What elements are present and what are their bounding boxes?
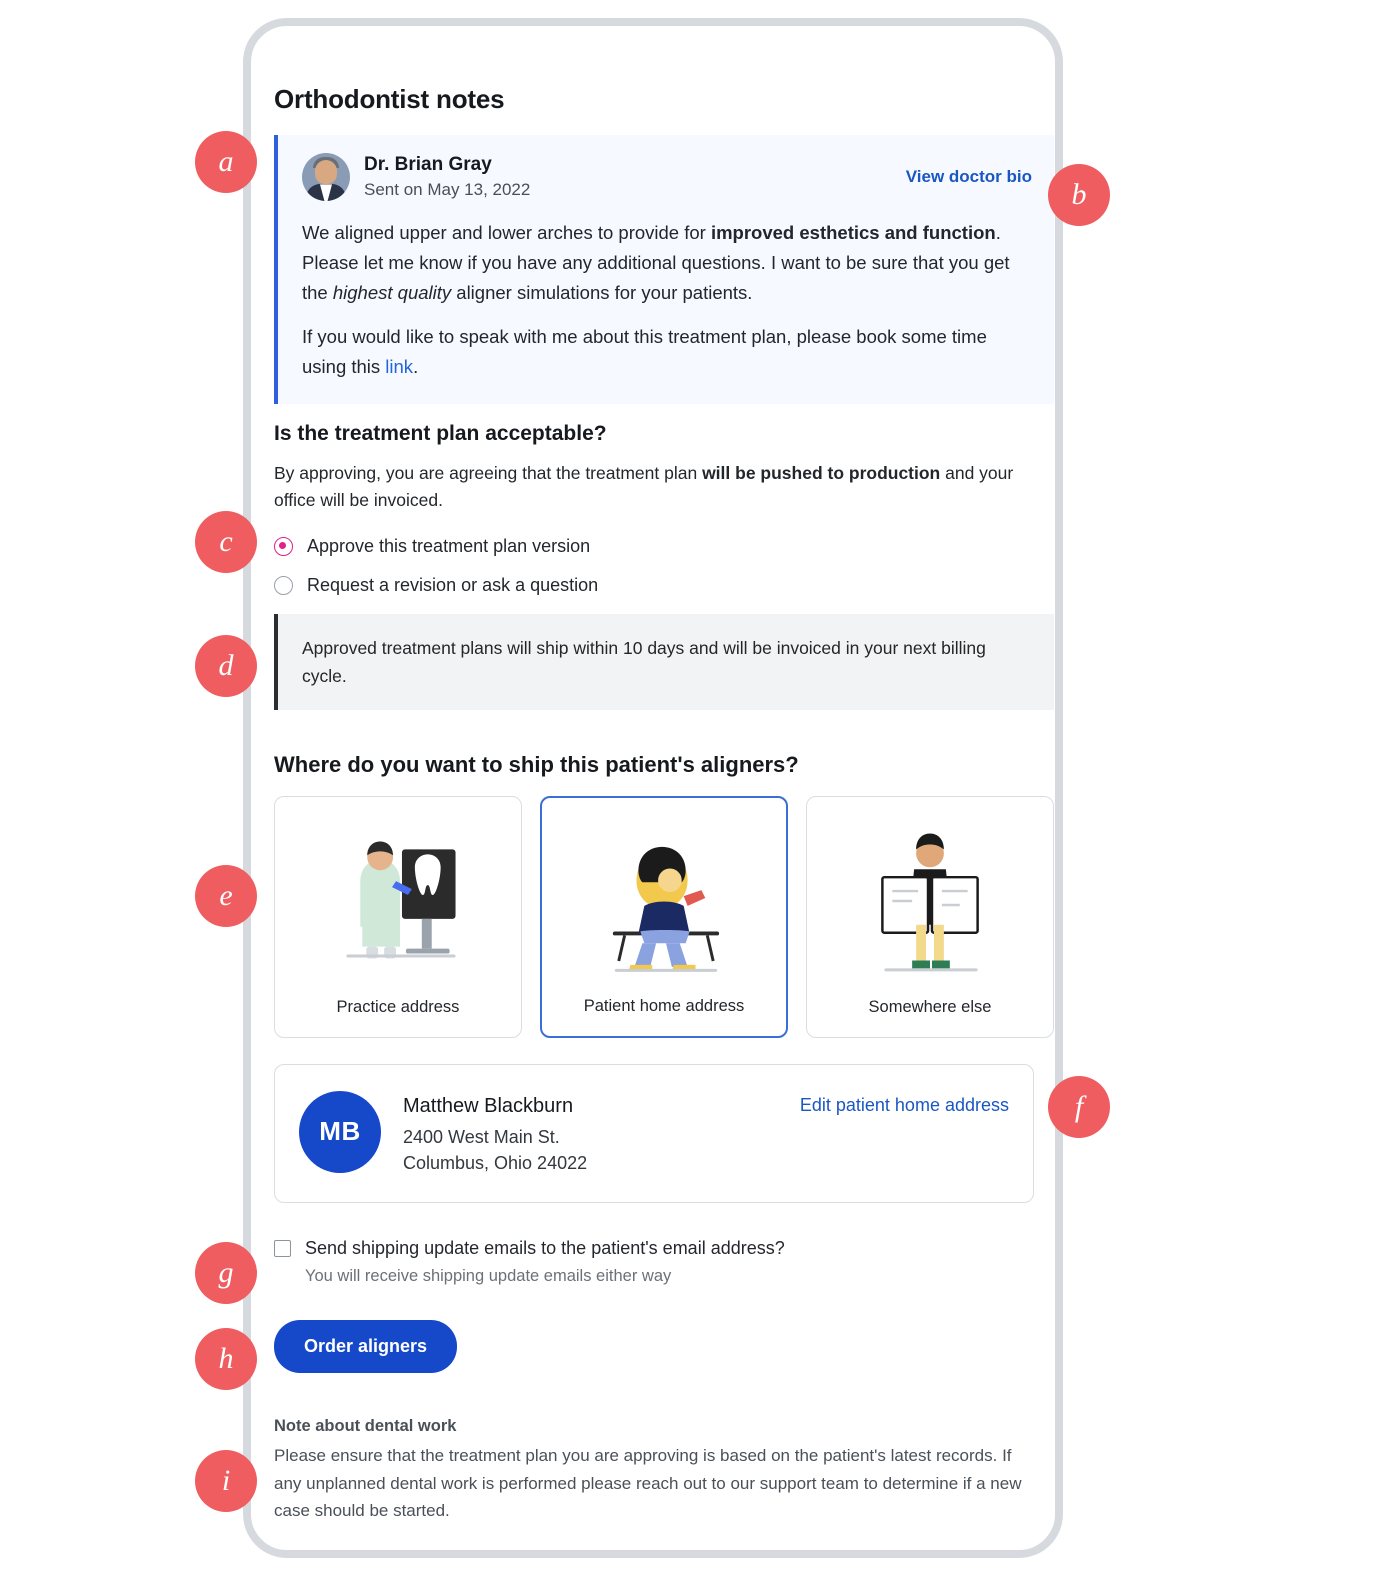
note-p1-text1: We aligned upper and lower arches to provide for xyxy=(302,221,711,243)
edit-patient-address-link[interactable]: Edit patient home address xyxy=(799,1094,1009,1115)
patient-name: Matthew Blackburn xyxy=(403,1094,574,1117)
person-at-desk-illustration xyxy=(542,820,786,980)
annotation-bubble-g: g xyxy=(195,1242,257,1304)
acceptance-help-1: By approving, you are agreeing that the treatment plan xyxy=(274,462,703,483)
shipping-option-practice-label: Practice address xyxy=(336,997,460,1016)
orthodontist-note-card xyxy=(274,135,1054,404)
note-header xyxy=(302,153,1032,202)
person-with-map-illustration xyxy=(807,819,1053,979)
shipping-timeline-callout: Approved treatment plans will ship within 10 days and will be invoiced in your next billing cycle. xyxy=(274,614,1054,710)
shipping-option-somewhere-else-label: Somewhere else xyxy=(868,997,992,1016)
doctor-avatar xyxy=(302,153,350,201)
patient-address-line2: Columbus, Ohio 24022 xyxy=(403,1152,588,1173)
patient-address-line1: 2400 West Main St. xyxy=(403,1126,560,1147)
annotation-bubble-b: b xyxy=(1048,164,1110,226)
doctor-name: Dr. Brian Gray xyxy=(364,154,492,175)
radio-revision-indicator[interactable] xyxy=(274,576,293,595)
shipping-email-label: Send shipping update emails to the patient's email address? xyxy=(305,1237,785,1258)
shipping-email-labels xyxy=(305,1237,785,1286)
patient-avatar-initials: MB xyxy=(299,1091,381,1173)
dental-work-note-title: Note about dental work xyxy=(274,1417,457,1436)
radio-revision-label: Request a revision or ask a question xyxy=(307,574,599,595)
shipping-option-patient-home-address[interactable] xyxy=(540,796,788,1038)
shipping-option-patient-home-label: Patient home address xyxy=(583,996,745,1015)
annotation-bubble-d: d xyxy=(195,635,257,697)
dental-work-note-body: Please ensure that the treatment plan you are approving is based on the patient's latest records. If any unplanned dental work is performed please reach out to our support team to determine if a new case should be started. xyxy=(274,1446,1022,1520)
note-p1-bold: improved esthetics and function xyxy=(710,221,996,243)
note-p1-italic: highest quality xyxy=(332,281,452,303)
patient-address-text xyxy=(403,1091,587,1176)
shipping-option-somewhere-else[interactable] xyxy=(806,796,1054,1038)
note-p1-text2: . Please let me know if you have any additional questions. I want to be sure that you get the xyxy=(302,221,1010,303)
page-title: Orthodontist notes xyxy=(274,84,505,114)
annotation-bubble-h: h xyxy=(195,1328,257,1390)
radio-option-approve[interactable] xyxy=(274,536,1054,557)
note-p2-text1: If you would like to speak with me about this treatment plan, please book some time using this xyxy=(302,325,987,377)
shipping-email-checkbox[interactable] xyxy=(274,1240,291,1257)
annotation-bubble-a: a xyxy=(195,131,257,193)
patient-address-card xyxy=(274,1064,1034,1203)
dentist-illustration xyxy=(275,819,521,979)
note-body xyxy=(302,218,1032,382)
note-paragraph-1 xyxy=(302,218,1032,308)
shipping-email-sublabel: You will receive shipping update emails either way xyxy=(305,1267,672,1286)
annotation-bubble-c: c xyxy=(195,511,257,573)
acceptance-help-2: and your office will be invoiced. xyxy=(274,462,1014,510)
order-aligners-button[interactable]: Order aligners xyxy=(274,1320,457,1373)
booking-link[interactable]: link xyxy=(385,355,414,377)
acceptance-heading: Is the treatment plan acceptable? xyxy=(274,421,607,445)
note-p2-text2: . xyxy=(413,355,419,377)
shipping-option-practice-address[interactable] xyxy=(274,796,522,1038)
shipping-heading: Where do you want to ship this patient's aligners? xyxy=(274,751,799,777)
shipping-email-checkbox-row[interactable] xyxy=(274,1237,1054,1286)
acceptance-help-text xyxy=(274,460,1054,514)
dental-work-note xyxy=(274,1417,1034,1524)
phone-screen xyxy=(251,26,1055,1550)
phone-frame xyxy=(243,18,1063,1558)
doctor-identity xyxy=(364,153,530,202)
main-content xyxy=(274,84,1054,1524)
annotation-bubble-e: e xyxy=(195,865,257,927)
note-paragraph-2 xyxy=(302,322,1032,382)
view-doctor-bio-link[interactable]: View doctor bio xyxy=(905,167,1032,187)
annotation-bubble-i: i xyxy=(195,1450,257,1512)
radio-option-revision[interactable] xyxy=(274,575,1054,596)
shipping-options xyxy=(274,796,1054,1038)
radio-approve-indicator[interactable] xyxy=(274,537,293,556)
note-sent-date: Sent on May 13, 2022 xyxy=(364,179,531,199)
annotation-bubble-f: f xyxy=(1048,1076,1110,1138)
acceptance-help-bold: will be pushed to production xyxy=(702,462,941,483)
note-p1-text3: aligner simulations for your patients. xyxy=(451,281,753,303)
radio-approve-label: Approve this treatment plan version xyxy=(307,535,591,556)
